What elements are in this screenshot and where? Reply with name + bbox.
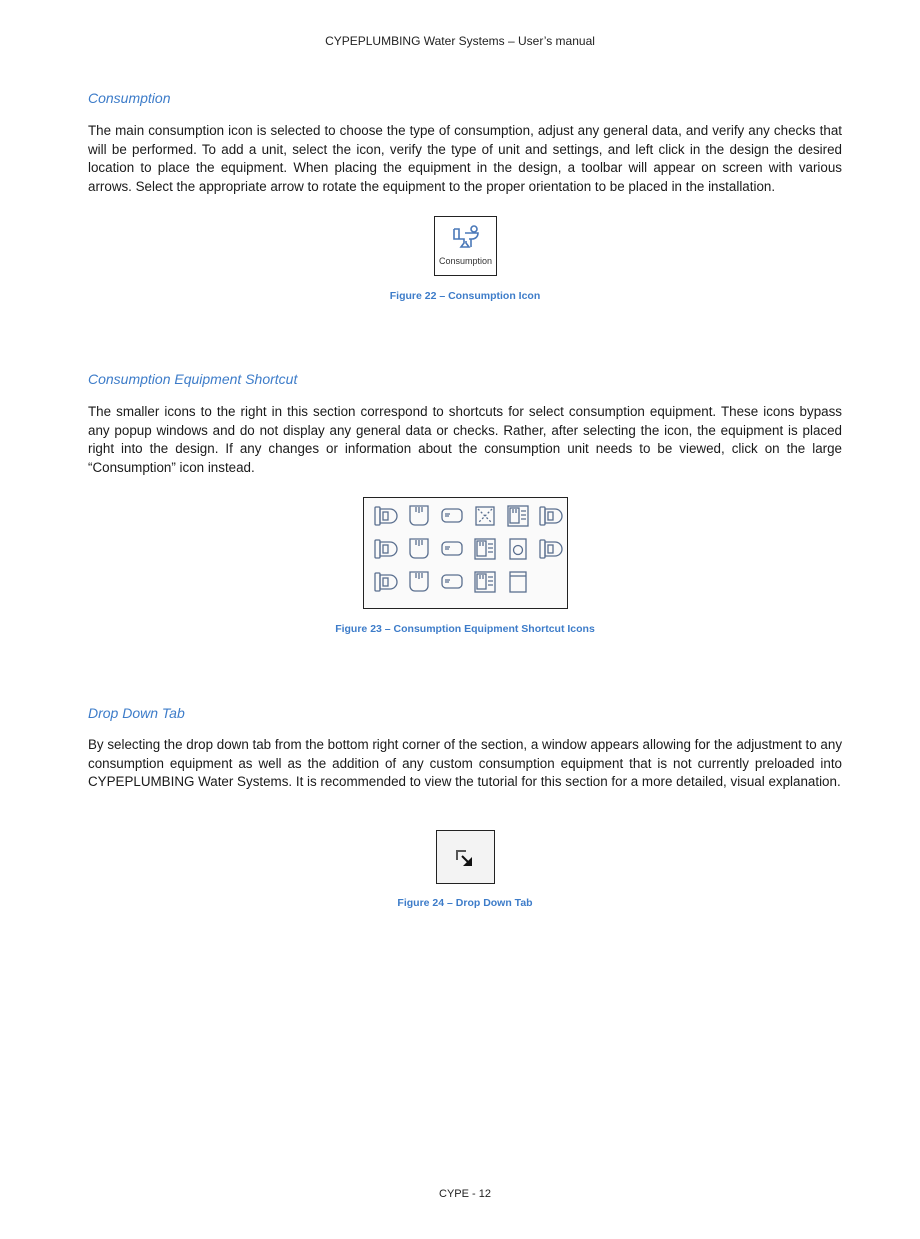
- figure-caption: Figure 22 – Consumption Icon: [389, 290, 541, 302]
- bathtub-icon[interactable]: [439, 503, 465, 529]
- page-number: CYPE - 12: [439, 1188, 491, 1200]
- drop-down-tab-figure: [436, 830, 495, 884]
- figure-caption: Figure 23 – Consumption Equipment Shortcut Icons: [335, 623, 595, 635]
- section-heading: Consumption Equipment Shortcut: [88, 371, 298, 387]
- consumption-icon: [451, 223, 481, 249]
- shortcut-icons-figure: [363, 497, 568, 609]
- washbasin-icon[interactable]: [406, 569, 432, 595]
- toilet-icon[interactable]: [373, 536, 399, 562]
- sink-icon[interactable]: [472, 569, 498, 595]
- paragraph: The main consumption icon is selected to choose the type of consumption, adjust any general data, and verify any checks that will be performed. To add a unit, select the icon, verify the type of unit and settings, and left click in the design the desired location to place the equipment. When placing the equipment in the design, a toolbar will appear on screen with various arrows. Select the appropriate arrow to rotate the equipment to the proper orientation to be placed in the installation.: [88, 123, 842, 195]
- consumption-icon-figure: [434, 216, 497, 276]
- toilet-icon[interactable]: [538, 536, 564, 562]
- bathtub-icon[interactable]: [439, 569, 465, 595]
- consumption-label: Consumption: [438, 256, 493, 266]
- section-heading: Drop Down Tab: [88, 705, 185, 721]
- page-header: CYPEPLUMBING Water Systems – User’s manual: [325, 34, 595, 48]
- shortcut-icon-grid: [373, 503, 571, 602]
- toilet-icon[interactable]: [538, 503, 564, 529]
- washbasin-icon[interactable]: [406, 536, 432, 562]
- bathtub-icon[interactable]: [439, 536, 465, 562]
- dialog-launcher-icon: [455, 848, 477, 868]
- figure-caption: Figure 24 – Drop Down Tab: [397, 897, 533, 909]
- sink-icon[interactable]: [472, 536, 498, 562]
- paragraph: By selecting the drop down tab from the bottom right corner of the section, a window appears allowing for the adjustment to any consumption equipment as well as the addition of any custom consumption equipment that is not currently preloaded into CYPEPLUMBING Water Systems. It is recommended to view the tutorial for this section for a more detailed, visual explanation.: [88, 737, 843, 790]
- toilet-icon[interactable]: [373, 503, 399, 529]
- paragraph: The smaller icons to the right in this section correspond to shortcuts for select consumption equipment. These icons bypass any popup windows and do not display any general data or checks. Rather, after selecting the icon, the equipment is placed right into the design. If any changes or information about the consumption unit needs to be viewed, click on the large “Consumption” icon instead.: [88, 404, 842, 476]
- dishwasher-icon[interactable]: [505, 569, 531, 595]
- sink-icon[interactable]: [505, 503, 531, 529]
- shower-tray-icon[interactable]: [472, 503, 498, 529]
- washbasin-icon[interactable]: [406, 503, 432, 529]
- washing-machine-icon[interactable]: [505, 536, 531, 562]
- toilet-icon[interactable]: [373, 569, 399, 595]
- section-heading: Consumption: [88, 90, 171, 106]
